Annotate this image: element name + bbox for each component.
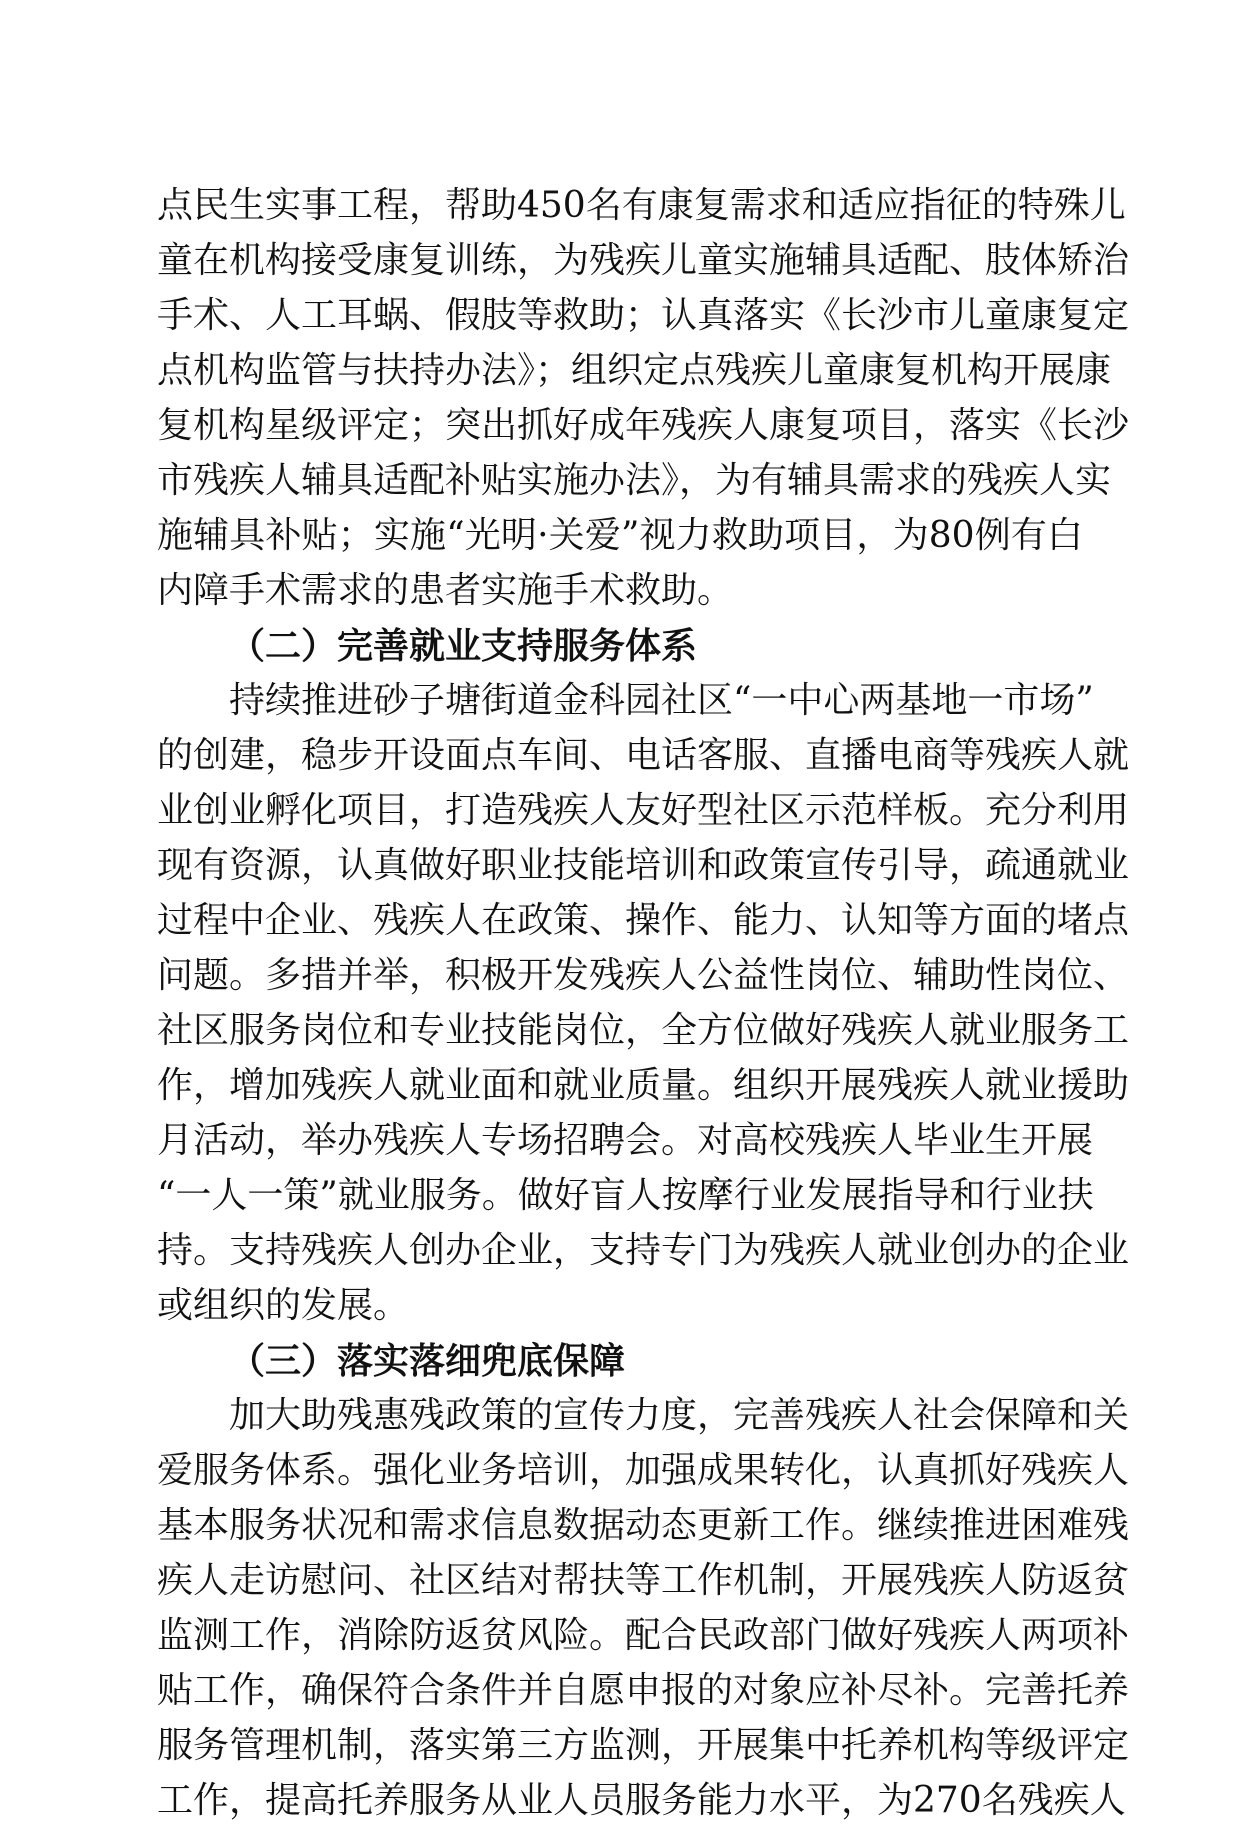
body-text-line: 基本服务状况和需求信息数据动态更新工作。继续推进困难残 — [157, 1505, 1130, 1546]
body-text-line: 市残疾人辅具适配补贴实施办法》，为有辅具需求的残疾人实 — [157, 460, 1112, 501]
body-text-line: 监测工作，消除防返贫风险。配合民政部门做好残疾人两项补 — [157, 1615, 1130, 1656]
body-text-line: 施辅具补贴；实施“光明·关爱”视力救助项目，为80例有白 — [157, 515, 1083, 556]
body-text-line: 点民生实事工程，帮助450名有康复需求和适应指征的特殊儿 — [157, 185, 1126, 226]
body-text-line: 问题。多措并举，积极开发残疾人公益性岗位、辅助性岗位、 — [157, 955, 1130, 996]
document-page — [157, 178, 1130, 1821]
body-text-line: 现有资源，认真做好职业技能培训和政策宣传引导，疏通就业 — [157, 845, 1130, 886]
body-text-line: 社区服务岗位和专业技能岗位，全方位做好残疾人就业服务工 — [157, 1010, 1130, 1051]
body-text-line: 复机构星级评定；突出抓好成年残疾人康复项目，落实《长沙 — [157, 405, 1130, 446]
body-text-line: 点机构监管与扶持办法》；组织定点残疾儿童康复机构开展康 — [157, 350, 1112, 391]
body-text-line: 持续推进砂子塘街道金科园社区“一中心两基地一市场” — [229, 680, 1094, 721]
body-text-line: 业创业孵化项目，打造残疾人友好型社区示范样板。充分利用 — [157, 790, 1130, 831]
body-text-line: 的创建，稳步开设面点车间、电话客服、直播电商等残疾人就 — [157, 735, 1130, 776]
body-text-line: 疾人走访慰问、社区结对帮扶等工作机制，开展残疾人防返贫 — [157, 1560, 1130, 1601]
body-text-line: 月活动，举办残疾人专场招聘会。对高校残疾人毕业生开展 — [157, 1120, 1094, 1161]
body-text-line: 作，增加残疾人就业面和就业质量。组织开展残疾人就业援助 — [157, 1065, 1130, 1106]
body-text-line: 手术、人工耳蜗、假肢等救助；认真落实《长沙市儿童康复定 — [157, 295, 1130, 336]
section-heading-social-security: （三）落实落细兜底保障 — [229, 1340, 626, 1382]
body-text-line: 持。支持残疾人创办企业，支持专门为残疾人就业创办的企业 — [157, 1230, 1130, 1271]
body-text-line: 或组织的发展。 — [157, 1285, 410, 1326]
body-text-line: 童在机构接受康复训练，为残疾儿童实施辅具适配、肢体矫治 — [157, 240, 1130, 281]
body-text-line: 贴工作，确保符合条件并自愿申报的对象应补尽补。完善托养 — [157, 1670, 1130, 1711]
body-text-line: 服务管理机制，落实第三方监测，开展集中托养机构等级评定 — [157, 1725, 1130, 1766]
body-text-line: “一人一策”就业服务。做好盲人按摩行业发展指导和行业扶 — [157, 1175, 1094, 1216]
body-text-line: 工作，提高托养服务从业人员服务能力水平，为270名残疾人 — [157, 1780, 1126, 1821]
body-text-line: 加大助残惠残政策的宣传力度，完善残疾人社会保障和关 — [229, 1395, 1130, 1436]
body-text-line: 过程中企业、残疾人在政策、操作、能力、认知等方面的堵点 — [157, 900, 1130, 941]
section-heading-employment: （二）完善就业支持服务体系 — [229, 625, 698, 667]
body-text-line: 内障手术需求的患者实施手术救助。 — [157, 570, 734, 611]
body-text-line: 爱服务体系。强化业务培训，加强成果转化，认真抓好残疾人 — [157, 1450, 1130, 1491]
